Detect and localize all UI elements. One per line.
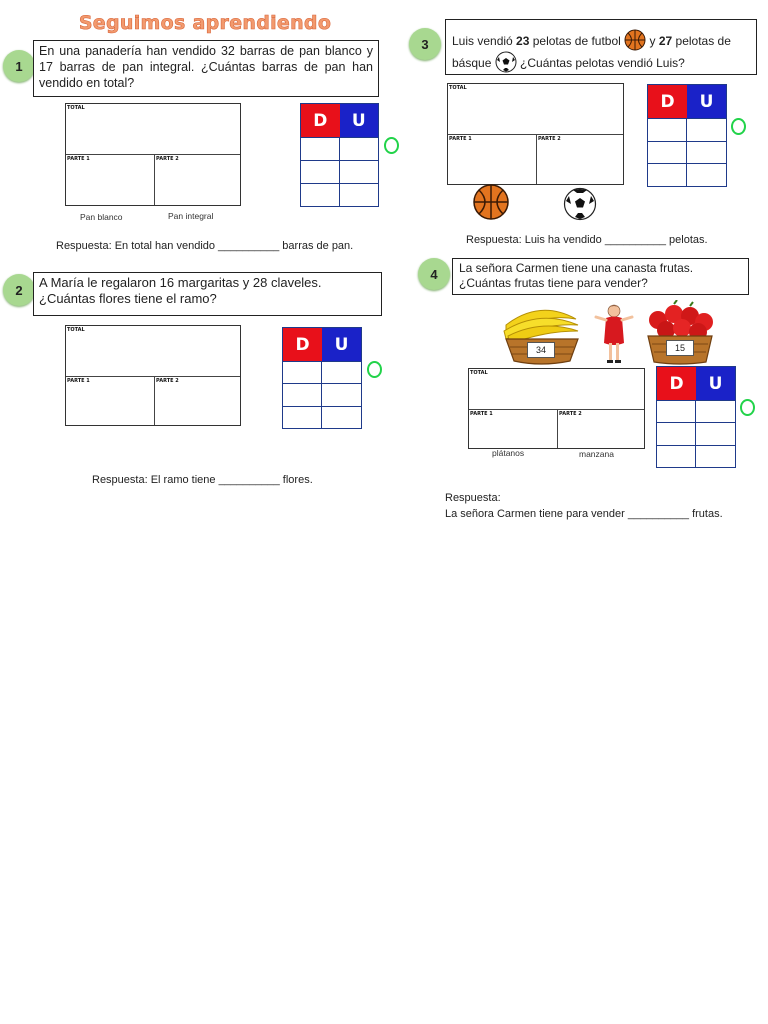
problem-2-answer: Respuesta: El ramo tiene __________ flores. <box>92 474 313 486</box>
du-cell[interactable] <box>657 445 696 467</box>
problem-3-question: Luis vendió 23 pelotas de futbol y 27 pelotas de básque ¿Cuántas pelotas vendió Luis? <box>445 19 757 75</box>
problem-4-du-table <box>656 366 736 468</box>
du-cell[interactable] <box>648 141 687 164</box>
problem-2-bar-model <box>65 325 241 426</box>
page-title: Seguimos aprendiendo <box>78 12 332 34</box>
du-cell[interactable] <box>687 118 726 141</box>
problem-4-bar-model <box>468 368 645 449</box>
du-cell[interactable] <box>657 400 696 422</box>
du-cell[interactable] <box>301 160 340 183</box>
bar-total-label: TOTAL <box>67 327 85 333</box>
du-cell[interactable] <box>696 445 735 467</box>
bar-part1-label: PARTE 1 <box>449 136 472 142</box>
bar-part2-label: PARTE 2 <box>538 136 561 142</box>
d-header: D <box>657 367 696 400</box>
du-cell[interactable] <box>687 141 726 164</box>
d-header: D <box>283 328 322 361</box>
problem-1-du-table <box>300 103 379 207</box>
answer-circle[interactable] <box>384 137 399 154</box>
caption-pan-integral: Pan integral <box>168 211 214 221</box>
problem-2-badge: 2 <box>3 274 35 306</box>
answer-circle[interactable] <box>367 361 382 378</box>
d-header: D <box>648 85 687 118</box>
du-cell[interactable] <box>648 163 687 186</box>
du-cell[interactable] <box>687 163 726 186</box>
apple-count: 15 <box>666 340 694 356</box>
problem-1-bar-model <box>65 103 241 206</box>
du-cell[interactable] <box>340 183 379 206</box>
du-cell[interactable] <box>322 406 361 428</box>
problem-2-du-table <box>282 327 362 429</box>
u-header: U <box>340 104 379 137</box>
problem-3-du-table <box>647 84 727 187</box>
du-cell[interactable] <box>696 400 735 422</box>
problem-4-badge: 4 <box>418 258 450 290</box>
banana-count: 34 <box>527 342 555 358</box>
problem-3-bar-model <box>447 83 624 185</box>
basketball-icon <box>624 29 646 51</box>
du-cell[interactable] <box>301 137 340 160</box>
du-cell[interactable] <box>283 383 322 405</box>
du-cell[interactable] <box>657 422 696 444</box>
du-cell[interactable] <box>340 137 379 160</box>
problem-2-question: A María le regalaron 16 margaritas y 28 claveles. ¿Cuántas flores tiene el ramo? <box>33 272 382 316</box>
problem-4-answer-label: Respuesta: <box>445 492 501 504</box>
problem-4-answer: La señora Carmen tiene para vender __________ frutas. <box>445 508 723 520</box>
problem-1-answer: Respuesta: En total han vendido __________ barras de pan. <box>56 240 354 252</box>
bar-total-label: TOTAL <box>67 105 85 111</box>
bar-total-label: TOTAL <box>449 85 467 91</box>
caption-platanos: plátanos <box>492 448 525 458</box>
soccer-ball-icon <box>495 51 517 73</box>
problem-3-answer: Respuesta: Luis ha vendido __________ pelotas. <box>466 234 708 246</box>
woman-icon <box>594 303 634 365</box>
caption-manzana: manzana <box>579 449 614 459</box>
problem-1-question: En una panadería han vendido 32 barras de pan blanco y 17 barras de pan integral. ¿Cuántas barras de pan han vendido en total? <box>33 40 379 97</box>
bar-part1-label: PARTE 1 <box>67 156 90 162</box>
du-cell[interactable] <box>322 361 361 383</box>
bar-part1-label: PARTE 1 <box>470 411 493 417</box>
u-header: U <box>696 367 735 400</box>
du-cell[interactable] <box>340 160 379 183</box>
du-cell[interactable] <box>283 361 322 383</box>
bar-part2-label: PARTE 2 <box>156 378 179 384</box>
soccer-ball-icon <box>563 187 597 221</box>
problem-4-question: La señora Carmen tiene una canasta frutas. ¿Cuántas frutas tiene para vender? <box>452 258 749 295</box>
caption-pan-blanco: Pan blanco <box>80 212 123 222</box>
du-cell[interactable] <box>301 183 340 206</box>
answer-circle[interactable] <box>740 399 755 416</box>
basketball-icon <box>472 183 510 221</box>
problem-1-badge: 1 <box>3 50 35 82</box>
u-header: U <box>687 85 726 118</box>
du-cell[interactable] <box>696 422 735 444</box>
du-cell[interactable] <box>322 383 361 405</box>
bar-part1-label: PARTE 1 <box>67 378 90 384</box>
problem-3-badge: 3 <box>409 28 441 60</box>
du-cell[interactable] <box>648 118 687 141</box>
bar-part2-label: PARTE 2 <box>559 411 582 417</box>
u-header: U <box>322 328 361 361</box>
apple-basket-icon <box>644 300 716 366</box>
answer-circle[interactable] <box>731 118 746 135</box>
d-header: D <box>301 104 340 137</box>
du-cell[interactable] <box>283 406 322 428</box>
bar-part2-label: PARTE 2 <box>156 156 179 162</box>
bar-total-label: TOTAL <box>470 370 488 376</box>
